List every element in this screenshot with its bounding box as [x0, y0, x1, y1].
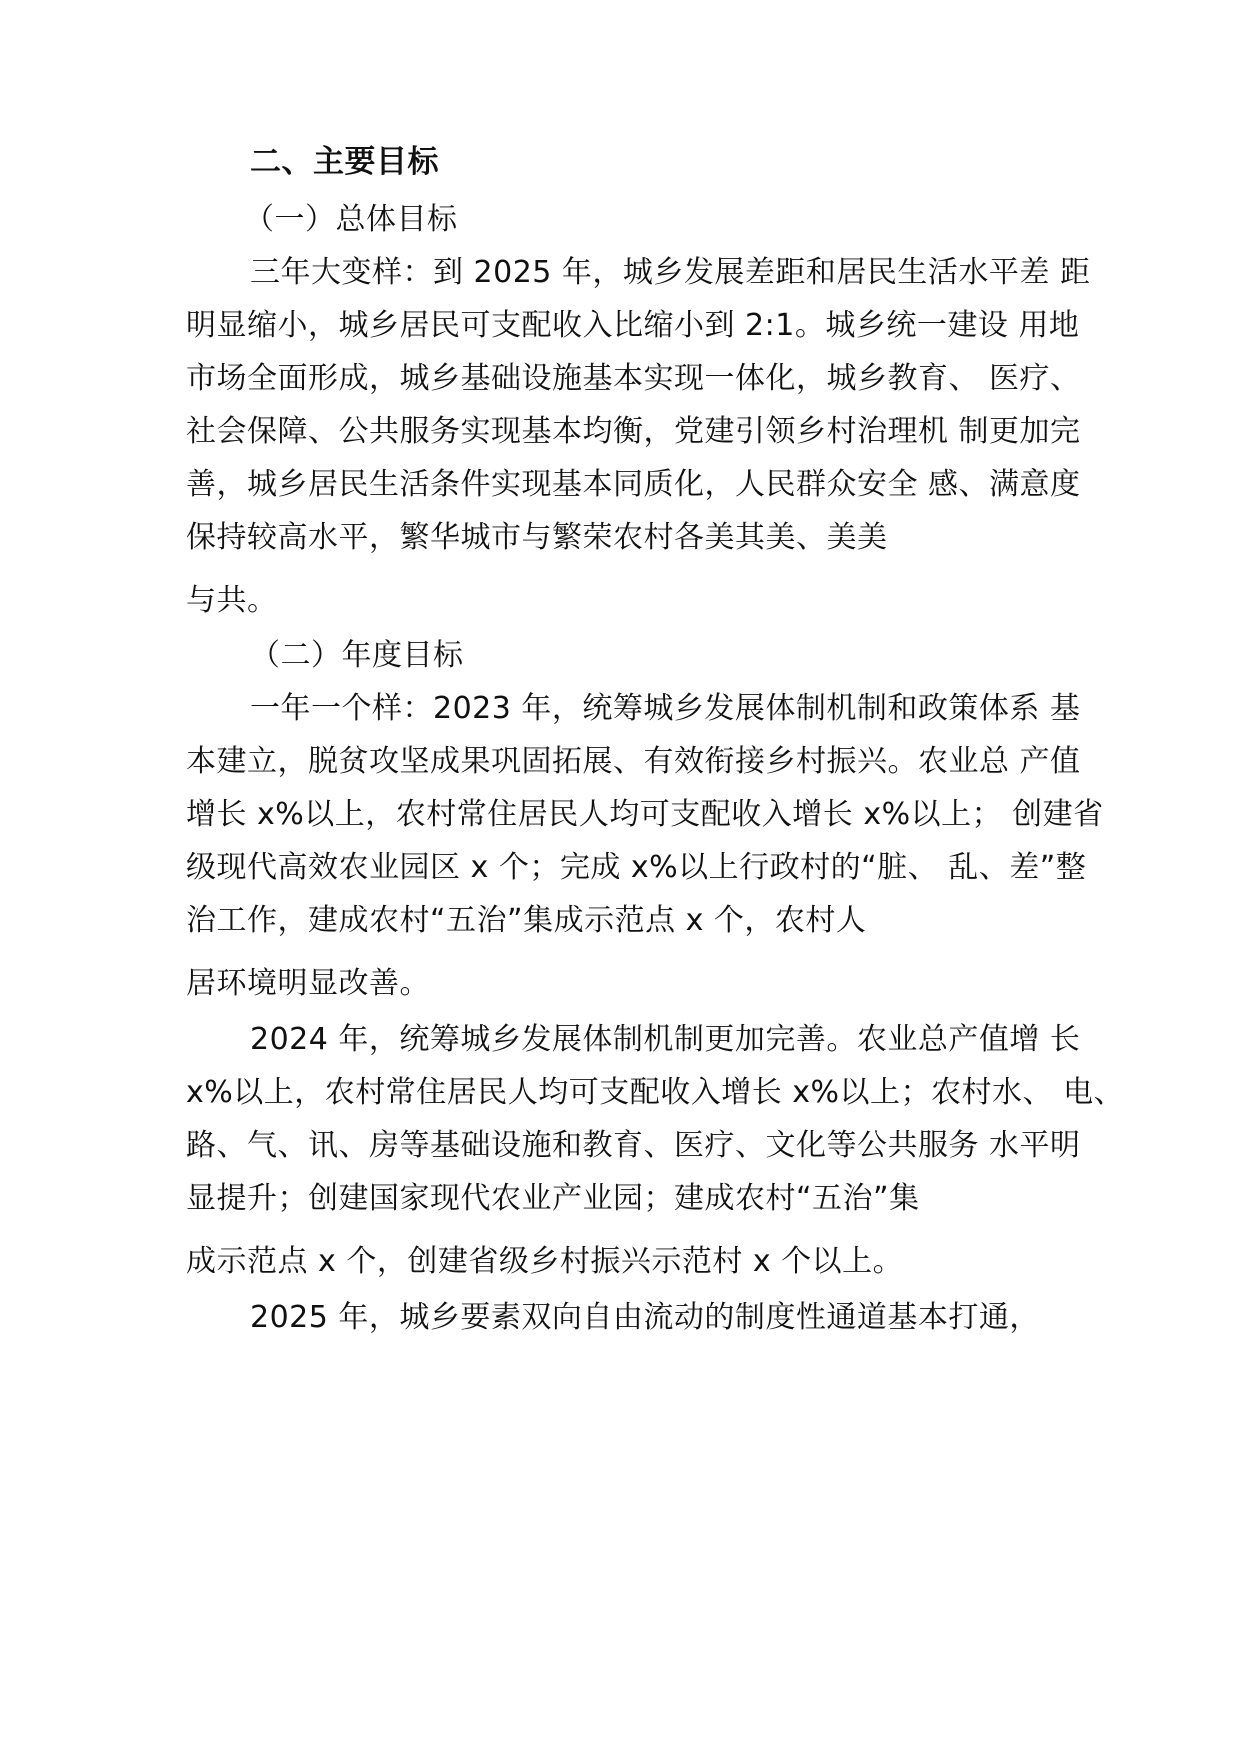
overall-goal-heading: （一）总体目标: [244, 202, 458, 237]
paragraph-line: 显提升；创建国家现代农业产业园；建成农村“五治”集: [186, 1181, 920, 1216]
paragraph-line: 保持较高水平，繁华城市与繁荣农村各美其美、美美: [186, 520, 888, 555]
section-heading: 二、主要目标: [250, 144, 439, 180]
paragraph-line: 居环境明显改善。: [186, 966, 430, 1001]
paragraph-line: 与共。: [186, 583, 278, 618]
paragraph-line: 治工作，建成农村“五治”集成示范点 x 个，农村人: [186, 903, 867, 938]
paragraph-line: 市场全面形成，城乡基础设施基本实现一体化，城乡教育、 医疗、: [186, 361, 1081, 396]
paragraph-line: 本建立，脱贫攻坚成果巩固拓展、有效衔接乡村振兴。农业总 产值: [186, 744, 1081, 779]
paragraph-line: 路、气、讯、房等基础设施和教育、医疗、文化等公共服务 水平明: [186, 1128, 1081, 1163]
paragraph-line: 增长 x%以上，农村常住居民人均可支配收入增长 x%以上； 创建省: [186, 797, 1104, 832]
paragraph-line: 三年大变样：到 2025 年，城乡发展差距和居民生活水平差 距: [250, 255, 1091, 290]
paragraph-line: 一年一个样：2023 年，统筹城乡发展体制机制和政策体系 基: [250, 691, 1081, 726]
paragraph-line: 2025 年，城乡要素双向自由流动的制度性通道基本打通，: [250, 1300, 1040, 1335]
paragraph-line: 社会保障、公共服务实现基本均衡，党建引领乡村治理机 制更加完: [186, 414, 1081, 449]
paragraph-line: 明显缩小，城乡居民可支配收入比缩小到 2:1。城乡统一建设 用地: [186, 308, 1080, 343]
paragraph-line: x%以上，农村常住居民人均可支配收入增长 x%以上；农村水、 电、: [186, 1075, 1125, 1110]
paragraph-line: 级现代高效农业园区 x 个；完成 x%以上行政村的“脏、 乱、差”整: [186, 850, 1087, 885]
paragraph-line: 成示范点 x 个，创建省级乡村振兴示范村 x 个以上。: [186, 1244, 904, 1279]
paragraph-line: 善，城乡居民生活条件实现基本同质化，人民群众安全 感、满意度: [186, 467, 1081, 502]
annual-goal-heading: （二）年度目标: [250, 638, 464, 673]
paragraph-line: 2024 年，统筹城乡发展体制机制更加完善。农业总产值增 长: [250, 1022, 1081, 1057]
